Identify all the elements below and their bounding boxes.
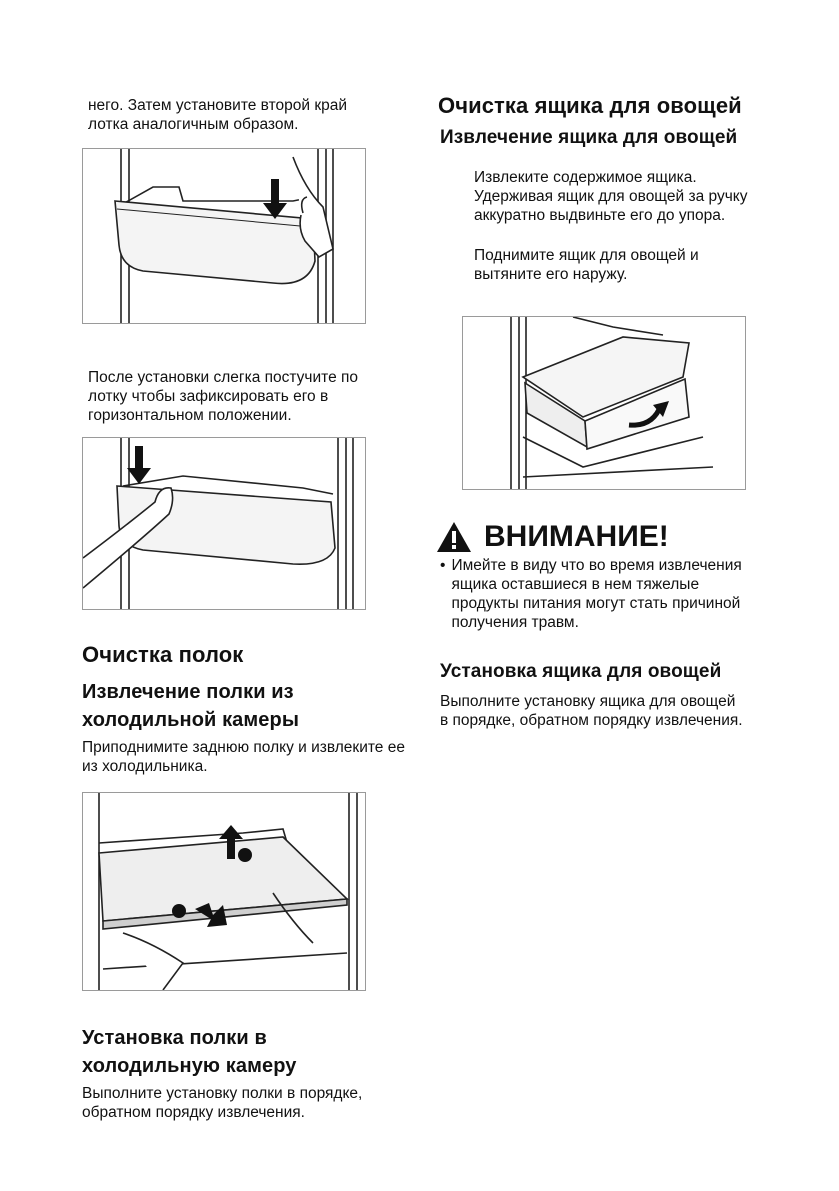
arrow-icon [127, 446, 151, 484]
install-crisper-heading: Установка ящика для овощей [440, 661, 722, 682]
remove-crisper-text-2: Поднимите ящик для овощей и вытяните его наружу. [474, 247, 699, 283]
tray-fix-illustration [82, 437, 366, 610]
door-tray-intro-text: него. Затем установите второй край лотка аналогичным образом. [88, 97, 347, 133]
remove-crisper-heading: Извлечение ящика для овощей [440, 127, 738, 148]
remove-shelf-text: Приподнимите заднюю полку и извлеките ее из холодильника. [82, 739, 405, 775]
crisper-removal-illustration [462, 316, 746, 490]
arrow-icon [263, 179, 287, 219]
install-shelf-heading: Установка полки в холодильную камеру [82, 1027, 297, 1077]
tray-fix-text: После установки слегка постучите по лотку чтобы зафиксировать его в горизонтальном положении. [88, 369, 359, 424]
install-crisper-text: Выполните установку ящика для овощей в порядке, обратном порядку извлечения. [440, 693, 743, 729]
warning-title: ВНИМАНИЕ! [436, 520, 669, 554]
remove-shelf-heading: Извлечение полки из холодильной камеры [82, 681, 300, 731]
warning-triangle-icon [436, 521, 472, 553]
install-shelf-text: Выполните установку полки в порядке, обратном порядку извлечения. [82, 1085, 363, 1121]
crisper-cleaning-heading: Очистка ящика для овощей [438, 93, 742, 118]
remove-crisper-text-1: Извлеките содержимое ящика. Удерживая ящик для овощей за ручку аккуратно выдвиньте его до упора. [474, 169, 748, 224]
shelves-cleaning-heading: Очистка полок [82, 642, 244, 667]
warning-list-item: • Имейте в виду что во время извлечения ящика оставшиеся в нем тяжелые продукты питания могут стать причиной получения травм. [440, 557, 742, 631]
bullet: • [440, 557, 446, 574]
door-tray-insert-illustration [82, 148, 366, 324]
shelf-removal-illustration [82, 792, 366, 991]
